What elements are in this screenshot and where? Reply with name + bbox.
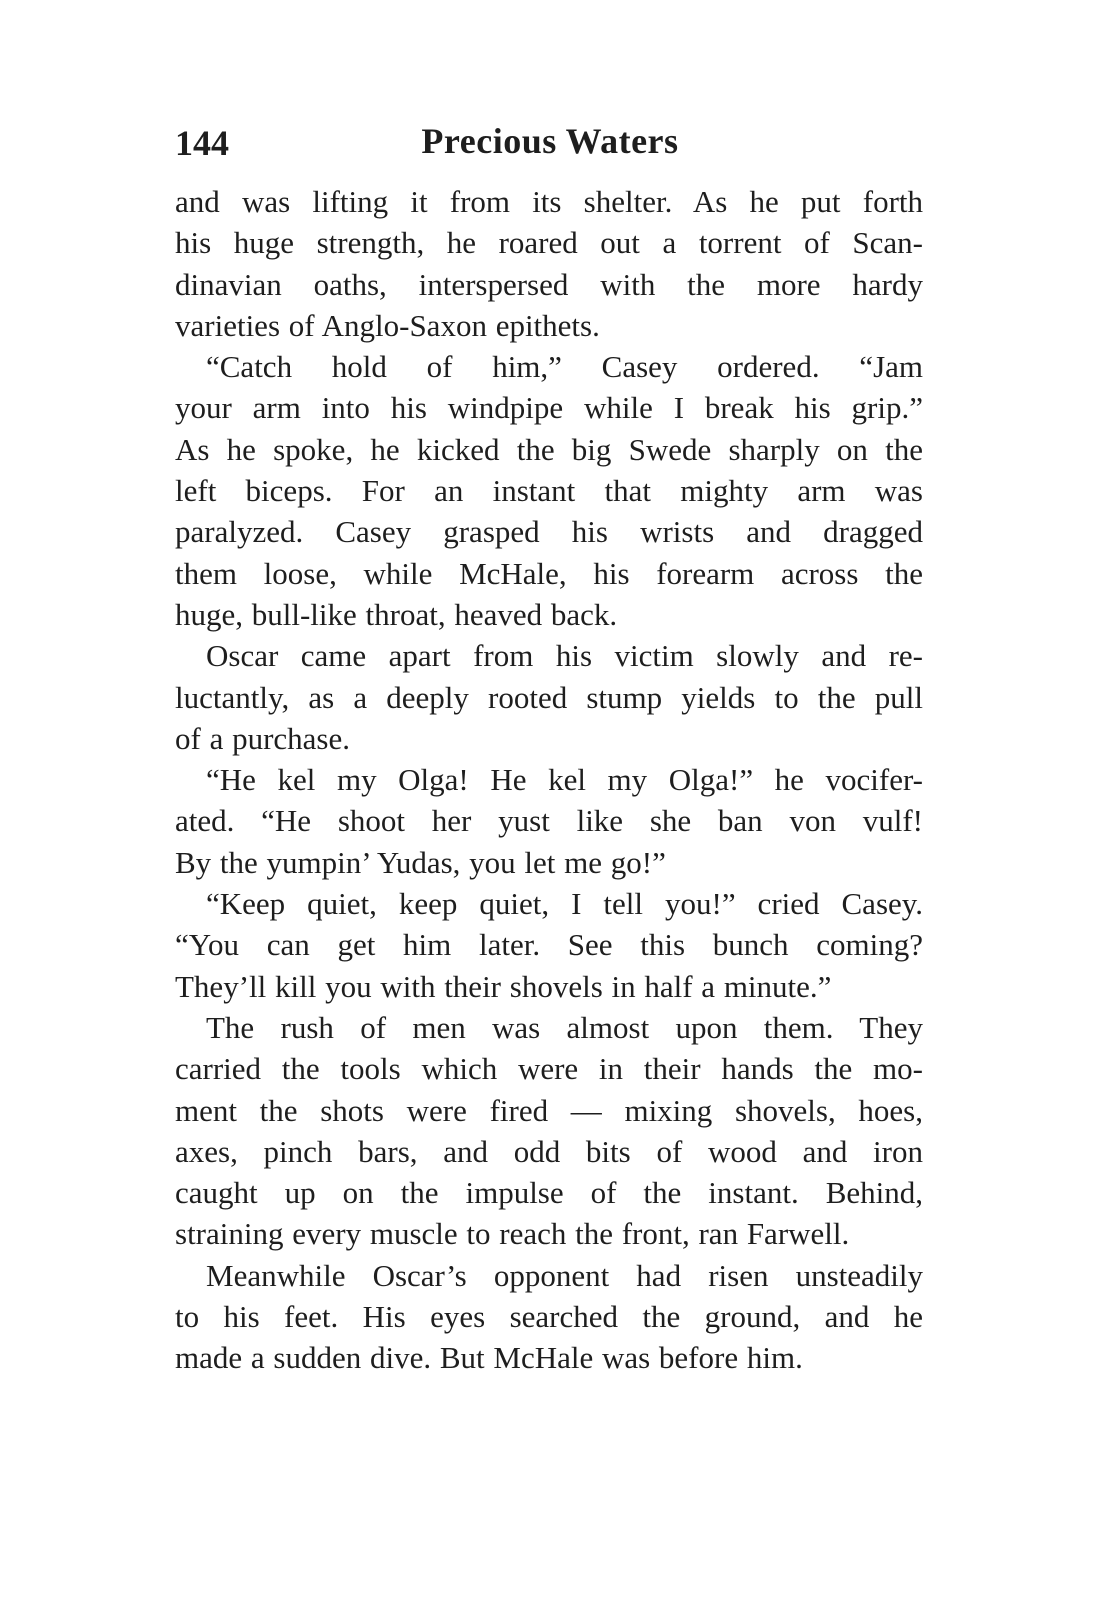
text-line: ment the shots were fired — mixing shovels, hoes,	[175, 1092, 923, 1128]
text-line: The rush of men was almost upon them. They	[206, 1009, 923, 1045]
text-line: made a sudden dive. But McHale was before him.	[175, 1340, 803, 1376]
text-line: “He kel my Olga! He kel my Olga!” he vocifer-	[206, 762, 923, 798]
text-line: huge, bull-like throat, heaved back.	[175, 596, 618, 632]
text-line: them loose, while McHale, his forearm across the	[175, 555, 923, 591]
text-line: carried the tools which were in their hands the mo-	[175, 1051, 923, 1087]
text-line: “Keep quiet, keep quiet, I tell you!” cried Casey.	[206, 886, 923, 922]
text-line: paralyzed. Casey grasped his wrists and dragged	[175, 514, 923, 550]
text-line: his huge strength, he roared out a torrent of Scan-	[175, 225, 923, 261]
text-line: Oscar came apart from his victim slowly and re-	[206, 638, 923, 674]
text-line: to his feet. His eyes searched the ground, and he	[175, 1299, 923, 1335]
text-line: “You can get him later. See this bunch coming?	[175, 927, 923, 963]
text-line: “Catch hold of him,” Casey ordered. “Jam	[206, 349, 923, 385]
text-line: varieties of Anglo-Saxon epithets.	[175, 307, 600, 343]
text-line: dinavian oaths, interspersed with the more hardy	[175, 266, 923, 302]
text-line: By the yumpin’ Yudas, you let me go!”	[175, 844, 666, 880]
text-line: caught up on the impulse of the instant. Behind,	[175, 1175, 923, 1211]
text-line: As he spoke, he kicked the big Swede sharply on the	[175, 431, 923, 467]
text-line: of a purchase.	[175, 720, 350, 756]
body-text	[175, 181, 923, 1379]
text-line: and was lifting it from its shelter. As he put forth	[175, 184, 923, 219]
text-line: ated. “He shoot her yust like she ban von vulf!	[175, 803, 923, 839]
page-number: 144	[175, 123, 229, 163]
text-line: Meanwhile Oscar’s opponent had risen unsteadily	[206, 1257, 923, 1293]
running-title: Precious Waters	[421, 121, 679, 161]
text-line: They’ll kill you with their shovels in half a minute.”	[175, 968, 832, 1004]
text-line: left biceps. For an instant that mighty arm was	[175, 473, 923, 509]
text-line: your arm into his windpipe while I break his grip.”	[175, 390, 923, 426]
text-line: straining every muscle to reach the front, ran Farwell.	[175, 1216, 850, 1252]
text-line: luctantly, as a deeply rooted stump yields to the pull	[175, 679, 923, 715]
text-line: axes, pinch bars, and odd bits of wood and iron	[175, 1133, 923, 1169]
